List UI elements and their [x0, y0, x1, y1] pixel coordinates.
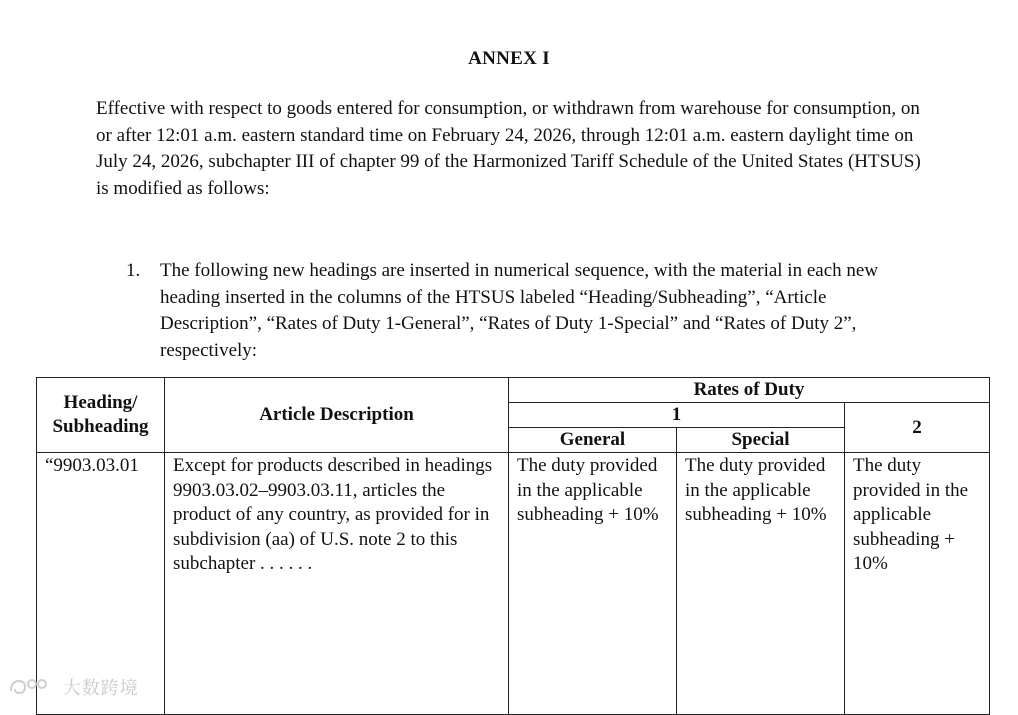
special-header: Special: [677, 428, 845, 453]
intro-paragraph: Effective with respect to goods entered for consumption, or withdrawn from warehouse for consumption, on or after 12:01 a.m. eastern standard time on February 24, 2026, through 12:01 a.m. eastern daylight time on July 24, 2026, subchapter III of chapter 99 of the Harmonized Tariff Schedule of the United States (HTSUS) is modified as follows:: [96, 98, 921, 199]
list-item-text: The following new headings are inserted in numerical sequence, with the material in each new heading inserted in the columns of the HTSUS labeled “Heading/Subheading”, “Article Description”, “Rates of Duty 1-General”, “Rates of Duty 1-Special” and “Rates of Duty 2”, respectively:: [160, 260, 879, 361]
column2-rate-cell: The duty provided in the applicable subheading + 10%: [845, 453, 990, 715]
special-rate-cell: The duty provided in the applicable subheading + 10%: [677, 453, 845, 715]
article-description-header: Article Description: [165, 378, 509, 453]
heading-header-line1: Heading/: [63, 392, 138, 413]
heading-header-line2: Subheading: [52, 416, 149, 437]
general-rate-cell: The duty provided in the applicable subheading + 10%: [509, 453, 677, 715]
rate-column-2-header: 2: [845, 403, 990, 453]
description-cell: Except for products described in headings 9903.03.02–9903.03.11, articles the product of any country, as provided for in subdivision (aa) of U.S. note 2 to this subchapter . . . . . .: [165, 453, 509, 715]
general-header: General: [509, 428, 677, 453]
tariff-table: [36, 377, 990, 715]
heading-subheading-header: [37, 378, 165, 453]
watermark: [8, 674, 139, 703]
table-row: [37, 453, 990, 715]
heading-cell: “9903.03.01: [37, 453, 165, 715]
list-item-number: 1.: [126, 260, 141, 281]
rates-of-duty-header: Rates of Duty: [509, 378, 990, 403]
annex-title: ANNEX I: [468, 48, 550, 69]
watermark-text: 大数跨境: [62, 678, 139, 699]
watermark-logo-icon: [8, 676, 52, 703]
rate-column-1-header: 1: [509, 403, 845, 428]
